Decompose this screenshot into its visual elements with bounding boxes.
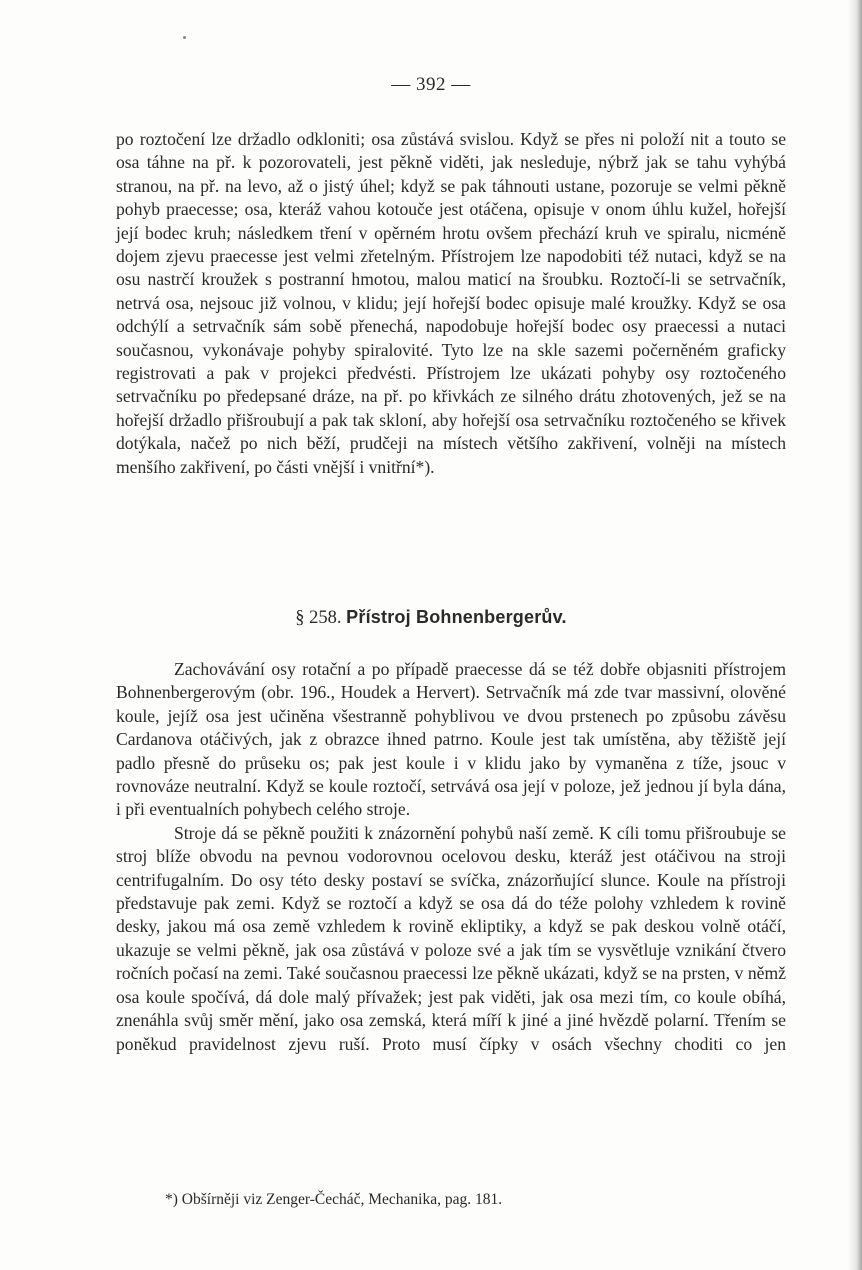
section-paragraph-1: Zachovávání osy rotační a po případě praecesse dá se též dobře objasniti přístrojem Bohnenbergerovým (obr. 196., Houdek a Hervert). Setrvačník má zde tvar massivní, olověné koule, jejíž osa jest učiněna všestranně pohyblivou ve dvou prstenech po způsobu závěsu Cardanova otáčivých, jak z obrazce ihned patrno. Koule jest tak umístěna, aby těžiště její padlo přesně do průseku os; pak jest koule i v klidu jako by vymaněna z tíže, jsouc v rovnováze neutralní. Když se koule roztočí, setrvává osa její v poloze, jež jednou jí byla dána, i při eventualních pohybech celého stroje. [116,659,786,820]
intro-paragraph: po roztočení lze držadlo odkloniti; osa zůstává svislou. Když se přes ni položí nit a touto se osa táhne na př. k pozorovateli, jest pěkně viděti, jak nesleduje, nýbrž jak se tahu vyhýbá stranou, na př. na levo, až o jistý úhel; když se pak táhnouti ustane, pozoruje se velmi pěkně pohyb praecesse; osa, kteráž vahou kotouče jest otáčena, opisuje v onom úhlu kužel, hořejší její bodec kruh; následkem tření v opěrném hrotu ovšem přechází kruh ve spiralu, nicméně dojem zjevu praecesse jest velmi zřetelným. Přístrojem lze napodobiti též nutaci, když se na osu nastrčí kroužek s postranní hmotou, malou maticí na šroubku. Roztočí-li se setrvačník, netrvá osa, nejsouc již volnou, v klidu; její hořejší bodec opisuje malé kroužky. Když se osa odchýlí a setrvačník sám sobě přenechá, napodobuje hořejší bodec osy praecessi a nutaci současnou, vykonávaje pohyby spiralovité. Tyto lze na skle sazemi počerněném graficky registrovati a pak v projekci předvésti. Přístrojem lze ukázati pohyby osy roztočeného setrvačníku po předepsané dráze, na př. po křivkách ze silného drátu zhotovených, jež se na hořejší držadlo přišroubují a pak tak skloní, aby hořejší osa setrvačníku roztočeného se křivek dotýkala, načež po nich běží, prudčeji na místech většího zakřivení, volněji na místech menšího zakřivení, po části vnější i vnitřní*). [116,129,786,477]
page-edge-shadow [848,0,862,1270]
section-title: Přístroj Bohnenbergerův. [346,607,567,627]
section-body [116,658,786,1056]
intro-paragraph-block [116,128,786,479]
section-number: § 258. [295,608,342,628]
page-number: — 392 — [391,74,471,95]
section-heading [0,607,862,629]
print-speck [183,36,186,39]
section-paragraph-2: Stroje dá se pěkně použiti k znázornění pohybů naší země. K cíli tomu přišroubuje se stroj blíže obvodu na pevnou vodorovnou ocelovou desku, kteráž jest otáčivou na stroji centrifugalním. Do osy této desky postaví se svíčka, znázorňující slunce. Koule na přístroji představuje pak zemi. Když se roztočí a když se osa dá do téže polohy vzhledem k rovině desky, jakou má osa země vzhledem k rovině ekliptiky, a když se pak deskou volně otáčí, ukazuje se velmi pěkně, jak osa zůstává v poloze své a jak tím se vysvětluje vznikání čtvero ročních počasí na zemi. Také současnou praecessi lze pěkně ukázati, když se na prsten, v němž osa koule spočívá, dá dole malý přívažek; jest pak viděti, jak osa mezi tím, co koule obíhá, znenáhla svůj směr mění, jako osa zemská, která míří k jiné a jiné hvězdě polarní. Třením se poněkud pravidelnost zjevu ruší. Proto musí čípky v osách všechny choditi co jen [116,822,786,1054]
footnote: *) Obšírněji viz Zenger-Čecháč, Mechanika, pag. 181. [165,1191,503,1208]
